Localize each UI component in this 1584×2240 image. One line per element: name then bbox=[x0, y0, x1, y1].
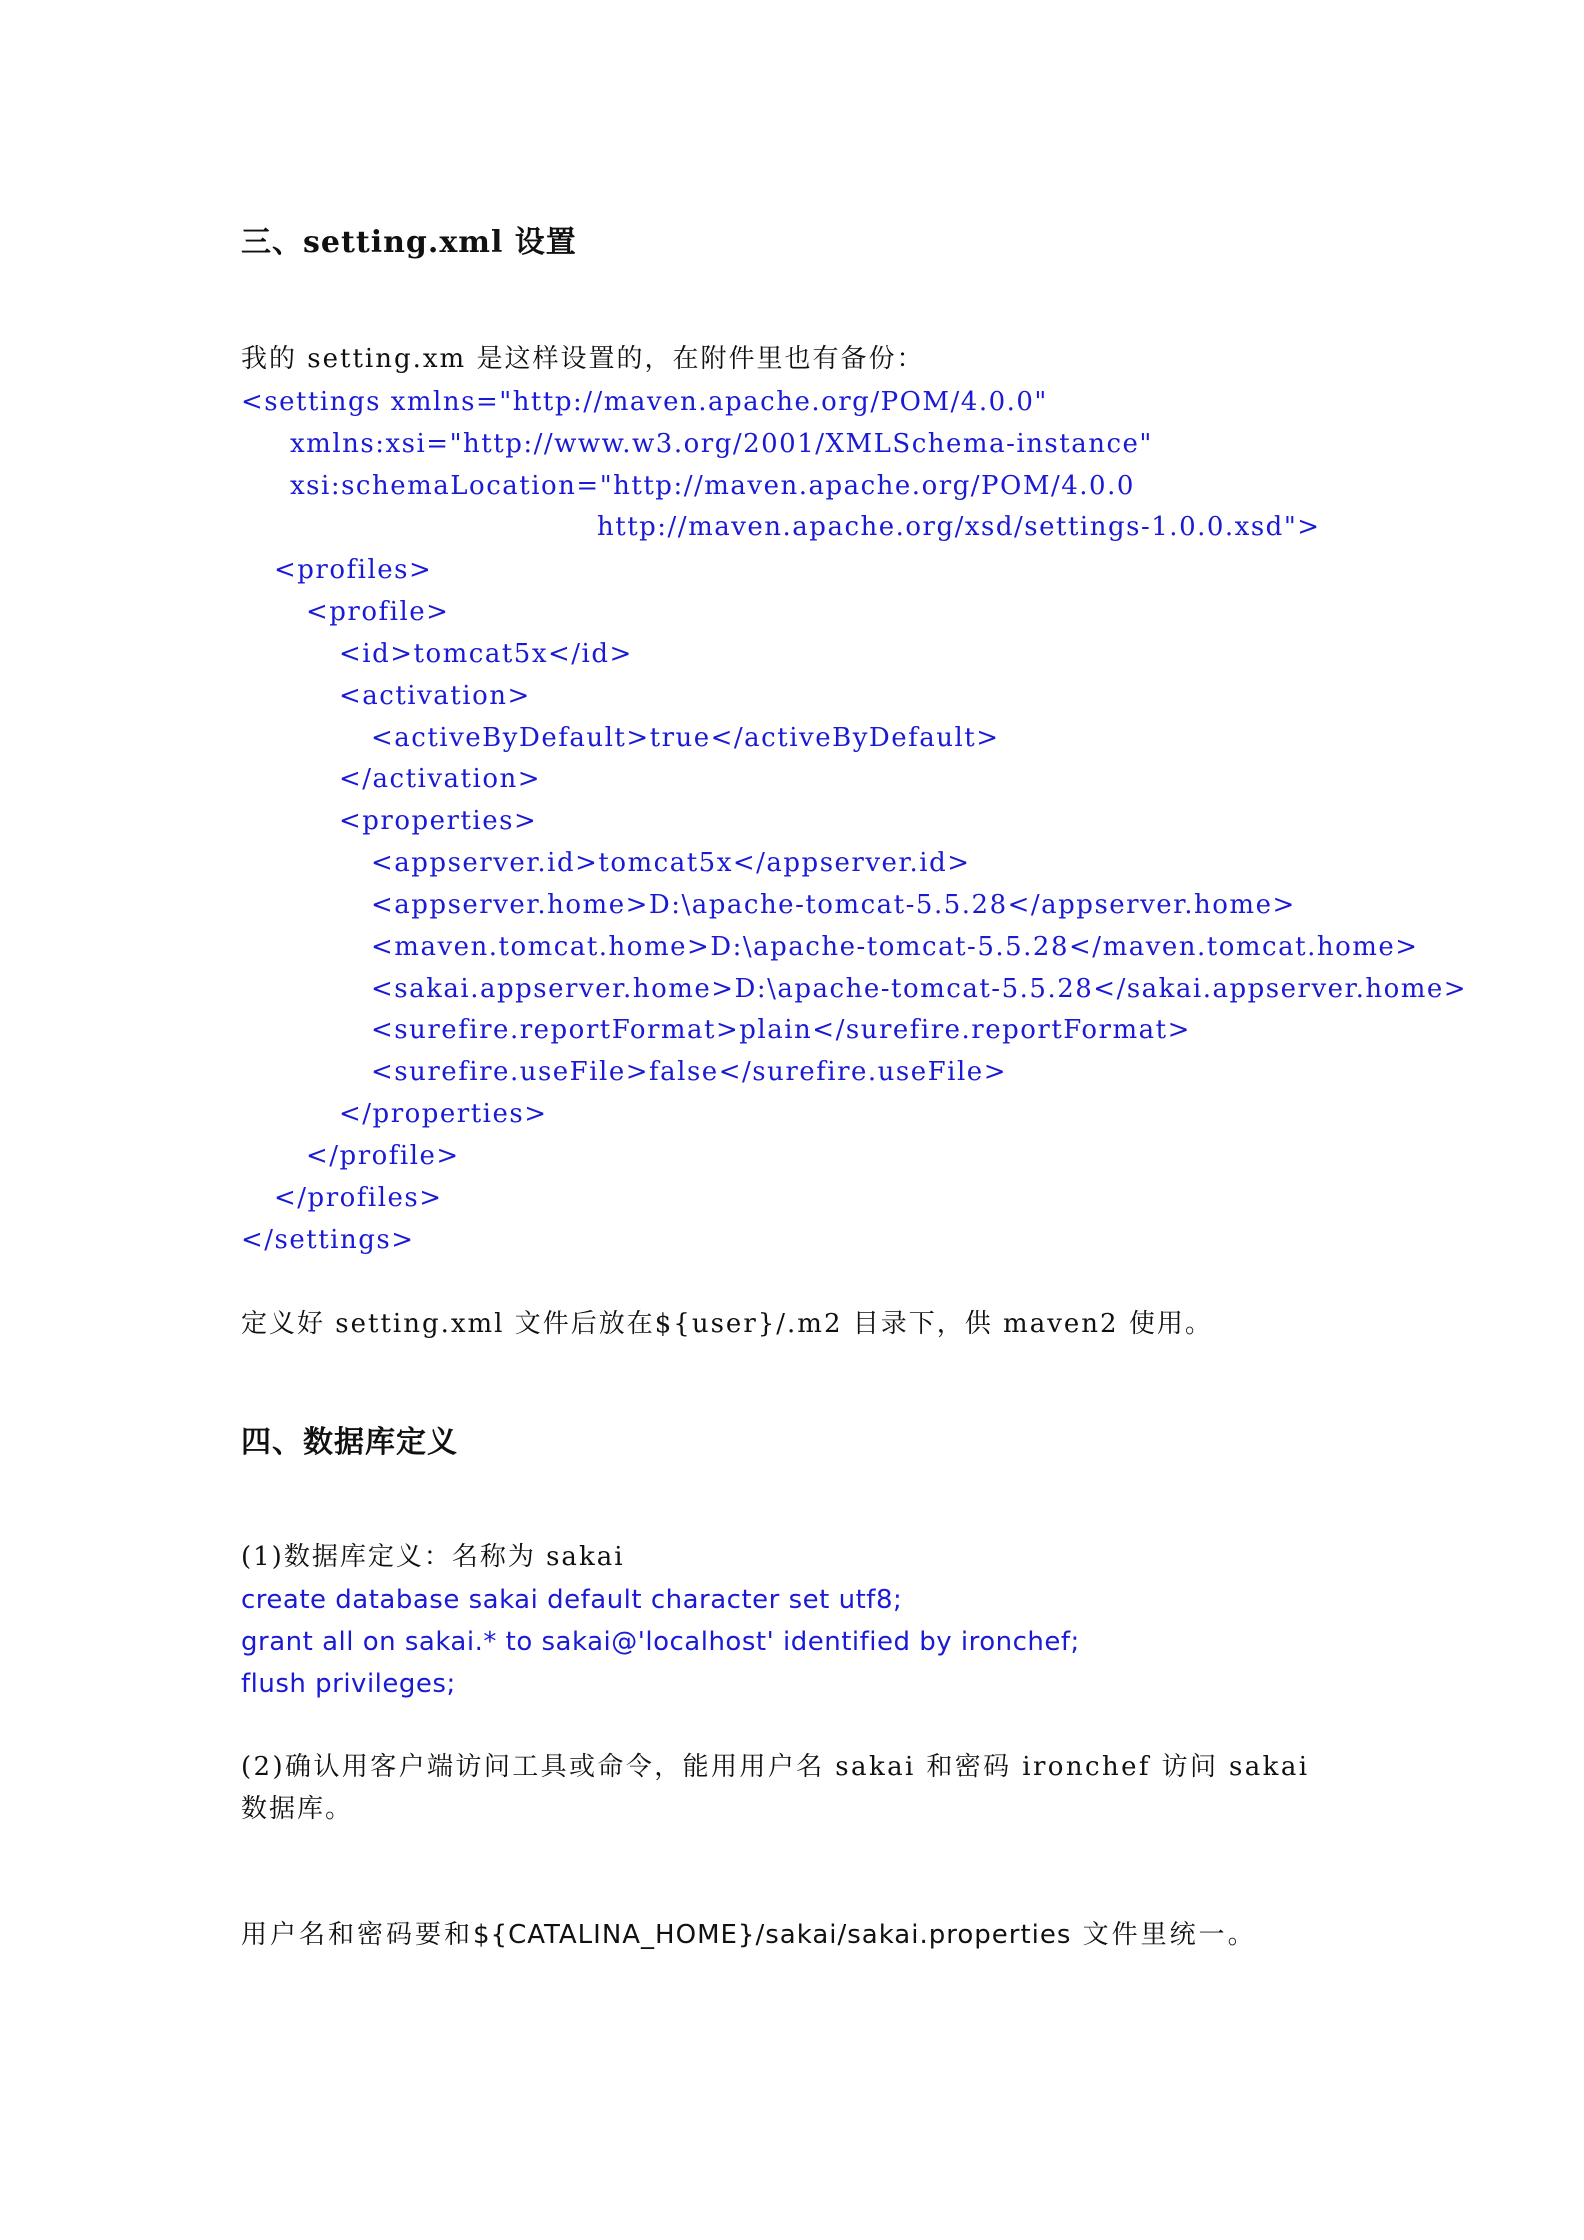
code-line: <id>tomcat5x</id> bbox=[339, 639, 633, 669]
step-1-text: (1)数据库定义：名称为 sakai bbox=[241, 1542, 625, 1572]
properties-file-path: ${CATALINA_HOME}/sakai/sakai.properties bbox=[473, 1920, 1072, 1950]
note-prefix: 用户名和密码要和 bbox=[241, 1920, 474, 1950]
code-line: </profiles> bbox=[274, 1183, 443, 1213]
note-suffix: 文件里统一。 bbox=[1071, 1920, 1257, 1950]
sql-line: grant all on sakai.* to sakai@'localhost' identified by ironchef; bbox=[241, 1627, 1080, 1657]
code-line: </activation> bbox=[339, 764, 542, 794]
code-line: </settings> bbox=[241, 1225, 415, 1255]
code-line: <surefire.useFile>false</surefire.useFile> bbox=[371, 1057, 1007, 1087]
code-line: <settings xmlns="http://maven.apache.org/POM/4.0.0" bbox=[241, 387, 1048, 417]
code-line: <sakai.appserver.home>D:\apache-tomcat-5.5.28</sakai.appserver.home> bbox=[371, 974, 1468, 1004]
step-2-text-continued: 数据库。 bbox=[241, 1794, 354, 1824]
code-line: <activation> bbox=[339, 681, 531, 711]
step-2-text: (2)确认用客户端访问工具或命令，能用用户名 sakai 和密码 ironchef 访问 sakai bbox=[241, 1752, 1310, 1782]
code-line: <profiles> bbox=[274, 555, 433, 585]
sql-line: create database sakai default character set utf8; bbox=[241, 1585, 903, 1615]
section-3-heading: 三、setting.xml 设置 bbox=[241, 225, 577, 260]
code-line: <properties> bbox=[339, 806, 538, 836]
section-4-heading: 四、数据库定义 bbox=[241, 1425, 458, 1460]
code-line: xsi:schemaLocation="http://maven.apache.org/POM/4.0.0 bbox=[290, 471, 1135, 501]
code-line: xmlns:xsi="http://www.w3.org/2001/XMLSchema-instance" bbox=[290, 429, 1153, 459]
code-line: <maven.tomcat.home>D:\apache-tomcat-5.5.28</maven.tomcat.home> bbox=[371, 932, 1419, 962]
code-line: </properties> bbox=[339, 1099, 548, 1129]
code-line: <appserver.home>D:\apache-tomcat-5.5.28</appserver.home> bbox=[371, 890, 1296, 920]
code-line: <profile> bbox=[306, 597, 450, 627]
code-line: <surefire.reportFormat>plain</surefire.reportFormat> bbox=[371, 1015, 1191, 1045]
code-line: </profile> bbox=[306, 1141, 460, 1171]
sql-line: flush privileges; bbox=[241, 1669, 456, 1699]
code-line: <appserver.id>tomcat5x</appserver.id> bbox=[371, 848, 971, 878]
section-3-closing: 定义好 setting.xml 文件后放在${user}/.m2 目录下，供 maven2 使用。 bbox=[241, 1309, 1213, 1339]
credentials-note bbox=[241, 1922, 1257, 1948]
section-3-intro: 我的 setting.xm 是这样设置的，在附件里也有备份： bbox=[241, 344, 925, 374]
code-line: <activeByDefault>true</activeByDefault> bbox=[371, 723, 1000, 753]
code-line: http://maven.apache.org/xsd/settings-1.0.0.xsd"> bbox=[597, 512, 1321, 542]
